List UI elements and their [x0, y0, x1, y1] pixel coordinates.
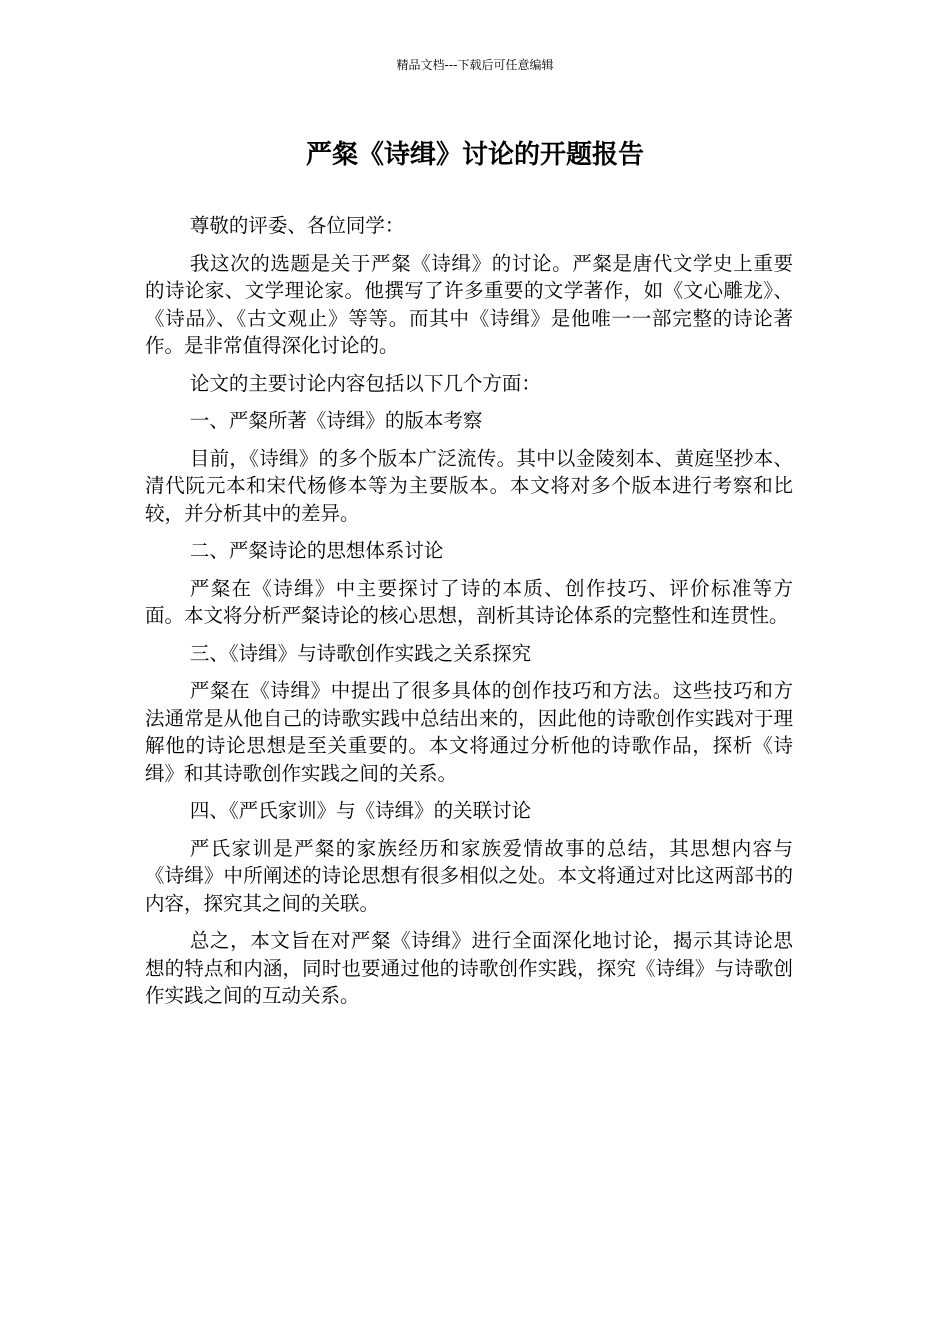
document-title: 严粲《诗缉》讨论的开题报告: [305, 140, 644, 170]
section-body-4: 严氏家训是严粲的家族经历和家族爱情故事的总结，其思想内容与《诗缉》中所阐述的诗论思想有很多相似之处。本文将通过对比这两部书的内容，探究其之间的关联。: [145, 836, 793, 915]
section-heading-3: 三、《诗缉》与诗歌创作实践之关系探究: [189, 641, 532, 665]
section-heading-2: 二、严粲诗论的思想体系讨论: [189, 539, 444, 562]
document-body: [145, 212, 793, 1020]
salutation: 尊敬的评委、各位同学：: [189, 214, 405, 237]
conclusion-paragraph: 总之，本文旨在对严粲《诗缉》进行全面深化地讨论，揭示其诗论思想的特点和内涵，同时也要通过他的诗歌创作实践，探究《诗缉》与诗歌创作实践之间的互动关系。: [145, 929, 793, 1007]
intro-paragraph: 我这次的选题是关于严粲《诗缉》的讨论。严粲是唐代文学史上重要的诗论家、文学理论家。他撰写了许多重要的文学著作，如《文心雕龙》、《诗品》、《古文观止》等等。而其中《诗缉》是他唯一一部完整的诗论著作。是非常值得深化讨论的。: [145, 251, 793, 357]
section-body-3: 严粲在《诗缉》中提出了很多具体的创作技巧和方法。这些技巧和方法通常是从他自己的诗歌实践中总结出来的，因此他的诗歌创作实践对于理解他的诗论思想是至关重要的。本文将通过分析他的诗歌作品，探析《诗缉》和其诗歌创作实践之间的关系。: [145, 679, 793, 785]
section-heading-1: 一、严粲所著《诗缉》的版本考察: [189, 409, 483, 432]
section-body-2: 严粲在《诗缉》中主要探讨了诗的本质、创作技巧、评价标准等方面。本文将分析严粲诗论的核心思想，剖析其诗论体系的完整性和连贯性。: [145, 576, 793, 627]
page-header: 精品文档---下载后可任意编辑: [396, 58, 554, 72]
section-heading-4: 四、《严氏家训》与《诗缉》的关联讨论: [189, 799, 532, 822]
section-body-1: 目前，《诗缉》的多个版本广泛流传。其中以金陵刻本、黄庭坚抄本、清代阮元本和宋代杨修本等为主要版本。本文将对多个版本进行考察和比较，并分析其中的差异。: [145, 446, 793, 525]
outline-lead: 论文的主要讨论内容包括以下几个方面：: [189, 371, 541, 395]
